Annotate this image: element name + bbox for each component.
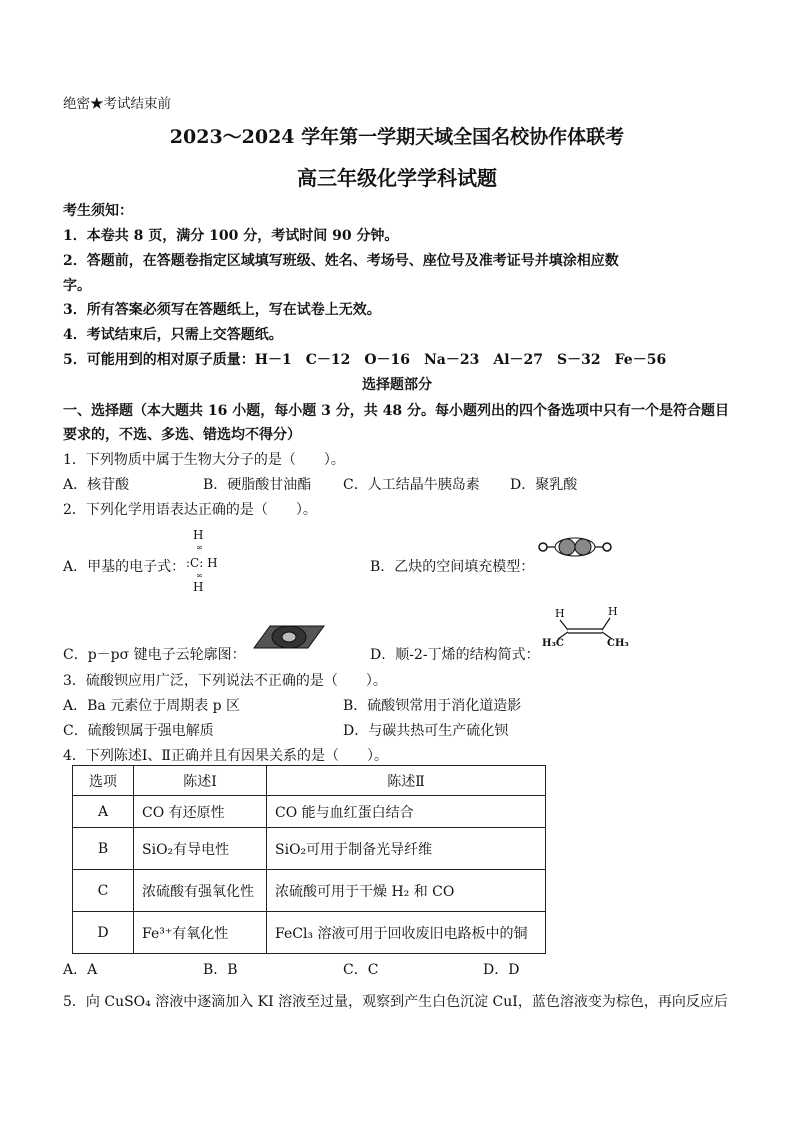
table-cell: SiO₂有导电性 (134, 828, 267, 870)
methyl-c-row: :C: H (186, 556, 218, 570)
table-cell: 浓硫酸可用于干燥 H₂ 和 CO (267, 870, 546, 912)
notice-heading: 考生须知： (63, 203, 133, 219)
table-cell: C (73, 870, 134, 912)
q3-option-a[interactable]: A．Ba 元素位于周期表 p 区 (63, 698, 241, 714)
electron-pair-bottom: ∞ (196, 571, 203, 580)
q1-option-c[interactable]: C．人工结晶牛胰岛素 (343, 477, 480, 493)
sigma-bond-orbital-icon (252, 620, 326, 650)
q4-option-d[interactable]: D．D (483, 962, 520, 978)
q1-option-a[interactable]: A．核苷酸 (63, 477, 130, 493)
question-4-stem: 4．下列陈述Ⅰ、Ⅱ正确并且有因果关系的是（ ）。 (63, 748, 388, 764)
question-1-stem: 1．下列物质中属于生物大分子的是（ ）。 (63, 452, 345, 468)
electron-pair-top: ∞ (196, 543, 203, 552)
part-instructions: 一、选择题（本大题共 16 小题，每小题 3 分，共 48 分。每小题列出的四个备选项中只有一个是符合题目要求的，不选、多选、错选均不得分） (63, 403, 729, 443)
table-cell: A (73, 796, 134, 828)
table-header: 选项 (73, 766, 134, 796)
cis-2-butene-bonds-icon (540, 615, 630, 643)
q4-option-a[interactable]: A．A (63, 962, 98, 978)
table-cell: D (73, 912, 134, 954)
exam-subtitle: 高三年级化学学科试题 (297, 166, 497, 190)
table-header: 陈述Ⅱ (267, 766, 546, 796)
acetylene-model-icon (536, 536, 614, 558)
table-cell: CO 有还原性 (134, 796, 267, 828)
q3-option-b[interactable]: B．硫酸钡常用于消化道造影 (343, 698, 522, 714)
table-row (73, 828, 546, 870)
table-header: 陈述Ⅰ (134, 766, 267, 796)
q2-option-b[interactable]: B．乙炔的空间填充模型： (370, 559, 535, 575)
table-cell: 浓硫酸有强氧化性 (134, 870, 267, 912)
table-row (73, 912, 546, 954)
methyl-h-bottom: H (193, 580, 204, 594)
question-5-stem: 5．向 CuSO₄ 溶液中逐滴加入 KI 溶液至过量，观察到产生白色沉淀 CuI，蓝色溶液变为棕色，再向反应后 (63, 994, 728, 1010)
q2-option-c[interactable]: C．p－pσ 键电子云轮廓图： (63, 647, 246, 663)
question-2-stem: 2．下列化学用语表达正确的是（ ）。 (63, 502, 317, 518)
q3-option-d[interactable]: D．与碳共热可生产硫化钡 (343, 723, 509, 739)
exam-title: 2023～2024 学年第一学期天域全国名校协作体联考 (169, 126, 625, 148)
butene-ch3-left: H₃C (542, 638, 564, 649)
q4-option-b[interactable]: B．B (203, 962, 238, 978)
q2-option-d[interactable]: D．顺-2-丁烯的结构简式： (370, 647, 540, 663)
table-cell: Fe³⁺有氧化性 (134, 912, 267, 954)
section-title: 选择题部分 (362, 377, 432, 393)
table-cell: SiO₂可用于制备光导纤维 (267, 828, 546, 870)
notice-item: 5．可能用到的相对原子质量：H－1 C－12 O－16 Na－23 Al－27 S－32 Fe－56 (63, 352, 667, 368)
notice-item: 2．答题前，在答题卷指定区域填写班级、姓名、考场号、座位号及准考证号并填涂相应数 (63, 253, 619, 269)
q2-option-a[interactable]: A．甲基的电子式： (63, 559, 186, 575)
q1-option-b[interactable]: B．硬脂酸甘油酯 (203, 477, 312, 493)
q4-table (72, 765, 546, 954)
butene-ch3-right: CH₃ (607, 638, 629, 649)
notice-item: 1．本卷共 8 页，满分 100 分，考试时间 90 分钟。 (63, 228, 399, 244)
methyl-h-top: H (193, 528, 204, 542)
confidential-label: 绝密★考试结束前 (63, 96, 171, 112)
table-cell: FeCl₃ 溶液可用于回收废旧电路板中的铜 (267, 912, 546, 954)
notice-item: 字。 (63, 278, 91, 294)
q4-option-c[interactable]: C．C (343, 962, 379, 978)
table-cell: B (73, 828, 134, 870)
table-row (73, 870, 546, 912)
butene-h-right: H (608, 605, 618, 618)
table-cell: CO 能与血红蛋白结合 (267, 796, 546, 828)
butene-h-left: H (555, 607, 565, 620)
table-row (73, 796, 546, 828)
notice-item: 3．所有答案必须写在答题纸上，写在试卷上无效。 (63, 302, 381, 318)
table-header-row (73, 766, 546, 796)
q3-option-c[interactable]: C．硫酸钡属于强电解质 (63, 723, 214, 739)
q1-option-d[interactable]: D．聚乳酸 (510, 477, 578, 493)
notice-item: 4．考试结束后，只需上交答题纸。 (63, 327, 283, 343)
question-3-stem: 3．硫酸钡应用广泛，下列说法不正确的是（ ）。 (63, 673, 387, 689)
